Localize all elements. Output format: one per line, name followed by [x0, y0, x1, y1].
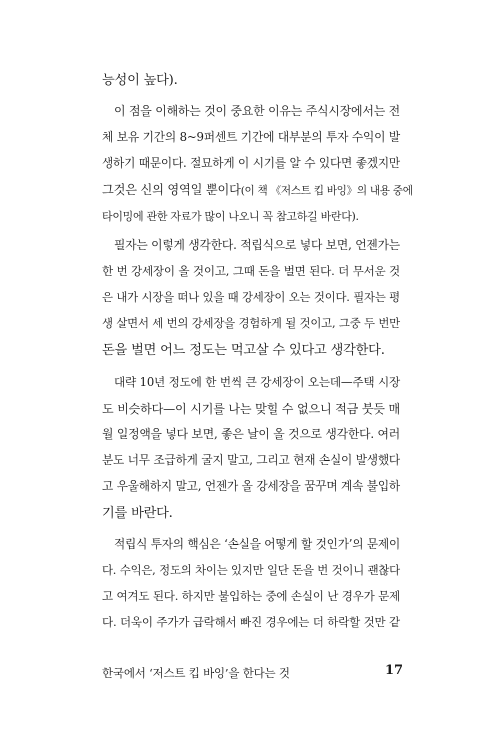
body-line: 체 보유 기간의 8~9퍼센트 기간에 대부분의 투자 수익이 발: [102, 130, 400, 144]
body-text: 그것은 신의 영역일 뿐이다: [102, 183, 241, 197]
body-line: 한 번 강세장이 올 것이고, 그때 돈을 벌면 된다. 더 무서운 것: [102, 264, 400, 278]
body-line: 돈을 벌면 어느 정도는 먹고살 수 있다고 생각한다.: [102, 343, 385, 358]
body-line: [102, 183, 413, 197]
body-line: 기를 바란다.: [102, 506, 173, 521]
body-line: 생하기 때문이다. 절묘하게 이 시기를 알 수 있다면 좋겠지만: [102, 156, 400, 170]
body-line: 필자는 이렇게 생각한다. 적립식으로 넣다 보면, 언젠가는: [114, 238, 400, 252]
body-line: 고 여겨도 된다. 하지만 불입하는 중에 손실이 난 경우가 문제: [102, 589, 400, 603]
body-line: 능성이 높다).: [102, 73, 178, 88]
body-line: 다. 수익은, 정도의 차이는 있지만 일단 돈을 번 것이니 괜찮다: [102, 563, 400, 577]
running-title: 한국에서 ‘저스트 킵 바잉’을 한다는 것: [102, 666, 290, 680]
body-line: 적립식 투자의 핵심은 ‘손실을 어떻게 할 것인가’의 문제이: [114, 537, 400, 551]
body-note: (이 책 《저스트 킵 바잉》의 내용 중에: [240, 185, 413, 197]
body-line: 다. 더욱이 주가가 급락해서 빠진 경우에는 더 하락할 것만 같: [102, 615, 400, 629]
body-line: 분도 너무 조급하게 굴지 말고, 그리고 현재 손실이 발생했다: [102, 453, 400, 467]
body-line: 생 살면서 세 번의 강세장을 경험하게 될 것이고, 그중 두 번만: [102, 316, 400, 330]
page-number: 17: [385, 663, 404, 678]
body-line: 월 일정액을 넣다 보면, 좋은 날이 올 것으로 생각한다. 여러: [102, 427, 400, 441]
body-line: 이 점을 이해하는 것이 중요한 이유는 주식시장에서는 전: [114, 104, 400, 118]
body-line: 대략 10년 정도에 한 번씩 큰 강세장이 오는데—주택 시장: [114, 375, 400, 389]
body-line: 고 우울해하지 말고, 언젠가 올 강세장을 꿈꾸며 계속 불입하: [102, 479, 400, 493]
body-line: 타이밍에 관한 자료가 많이 나오니 꼭 참고하길 바란다).: [102, 210, 359, 223]
body-line: 은 내가 시장을 떠나 있을 때 강세장이 오는 것이다. 필자는 평: [102, 290, 400, 304]
body-line: 도 비슷하다—이 시기를 나는 맞힐 수 없으니 적금 붓듯 매: [102, 402, 400, 416]
